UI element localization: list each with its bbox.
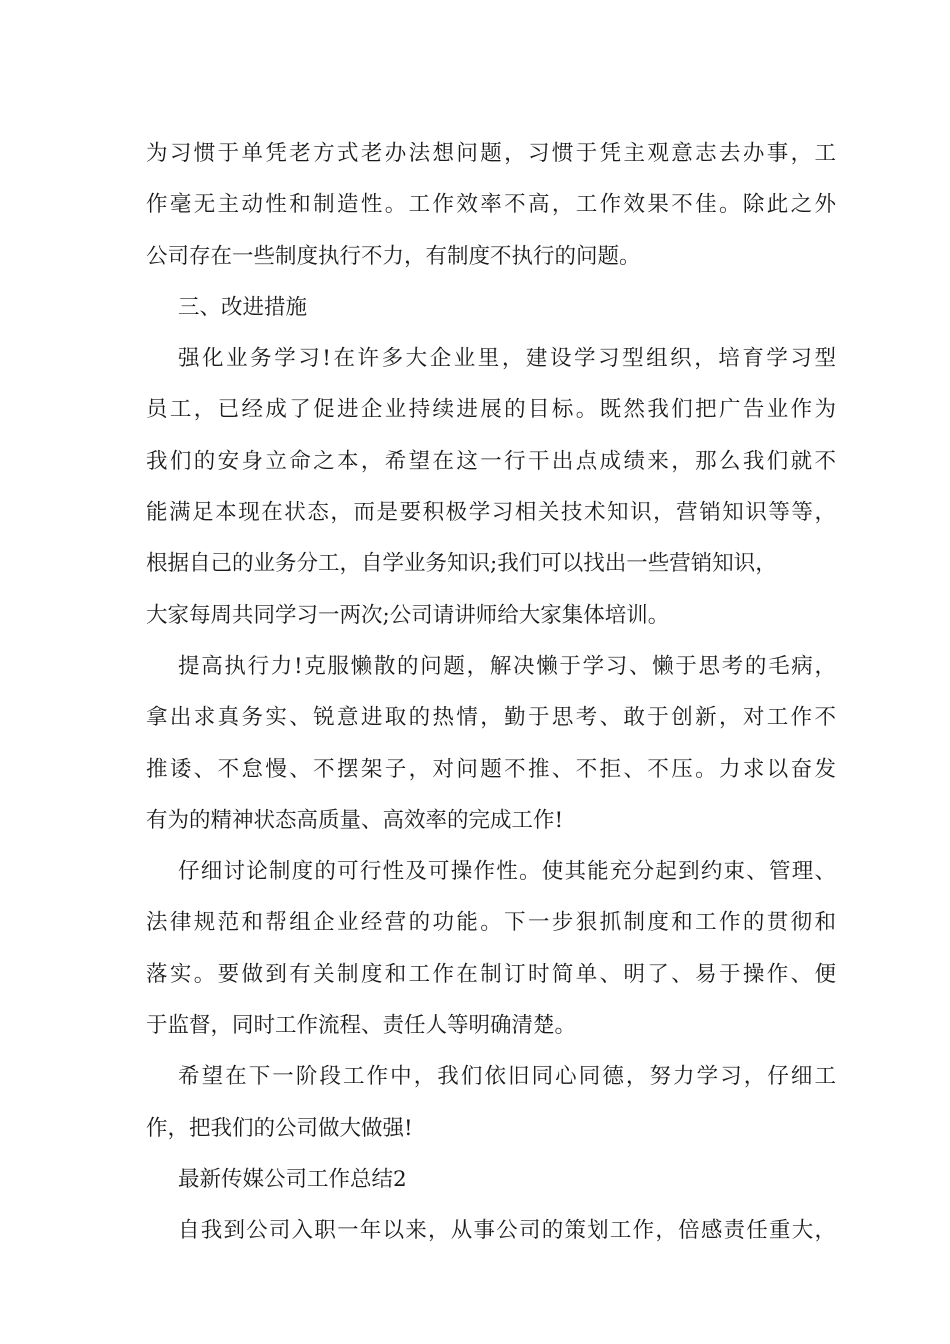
document-body <box>146 128 836 1257</box>
text-line: 员工，已经成了促进企业持续进展的目标。既然我们把广告业作为 <box>146 397 836 423</box>
section-heading: 最新传媒公司工作总结2 <box>178 1166 407 1192</box>
text-line: 公司存在一些制度执行不力，有制度不执行的问题。 <box>146 243 641 269</box>
text-line: 仔细讨论制度的可行性及可操作性。使其能充分起到约束、管理、 <box>178 859 836 885</box>
text-line: 大家每周共同学习一两次;公司请讲师给大家集体培训。 <box>146 602 670 628</box>
text-line: 推诿、不怠慢、不摆架子，对问题不推、不拒、不压。力求以奋发 <box>146 756 836 782</box>
text-line: 我们的安身立命之本，希望在这一行干出点成绩来，那么我们就不 <box>146 448 836 474</box>
text-line: 作毫无主动性和制造性。工作效率不高，工作效果不佳。除此之外 <box>146 192 836 218</box>
text-line: 提高执行力!克服懒散的问题，解决懒于学习、懒于思考的毛病， <box>178 653 836 679</box>
text-line: 为习惯于单凭老方式老办法想问题，习惯于凭主观意志去办事，工 <box>146 141 836 166</box>
text-line: 根据自己的业务分工，自学业务知识;我们可以找出一些营销知识， <box>146 551 777 577</box>
text-line: 作，把我们的公司做大做强! <box>146 1115 413 1141</box>
text-line: 拿出求真务实、锐意进取的热情，勤于思考、敢于创新，对工作不 <box>146 705 836 731</box>
text-line: 落实。要做到有关制度和工作在制订时简单、明了、易于操作、便 <box>146 961 836 987</box>
text-line: 能满足本现在状态，而是要积极学习相关技术知识，营销知识等等， <box>146 500 836 526</box>
section-heading: 三、改进措施 <box>178 294 308 320</box>
text-line: 有为的精神状态高质量、高效率的完成工作! <box>146 807 564 833</box>
text-line: 于监督，同时工作流程、责任人等明确清楚。 <box>146 1013 577 1039</box>
text-line: 法律规范和帮组企业经营的功能。下一步狠抓制度和工作的贯彻和 <box>146 910 836 936</box>
text-line: 自我到公司入职一年以来，从事公司的策划工作，倍感责任重大， <box>178 1218 836 1244</box>
text-line: 强化业务学习!在许多大企业里，建设学习型组织，培育学习型 <box>178 346 836 372</box>
text-line: 希望在下一阶段工作中，我们依旧同心同德，努力学习，仔细工 <box>178 1064 836 1090</box>
